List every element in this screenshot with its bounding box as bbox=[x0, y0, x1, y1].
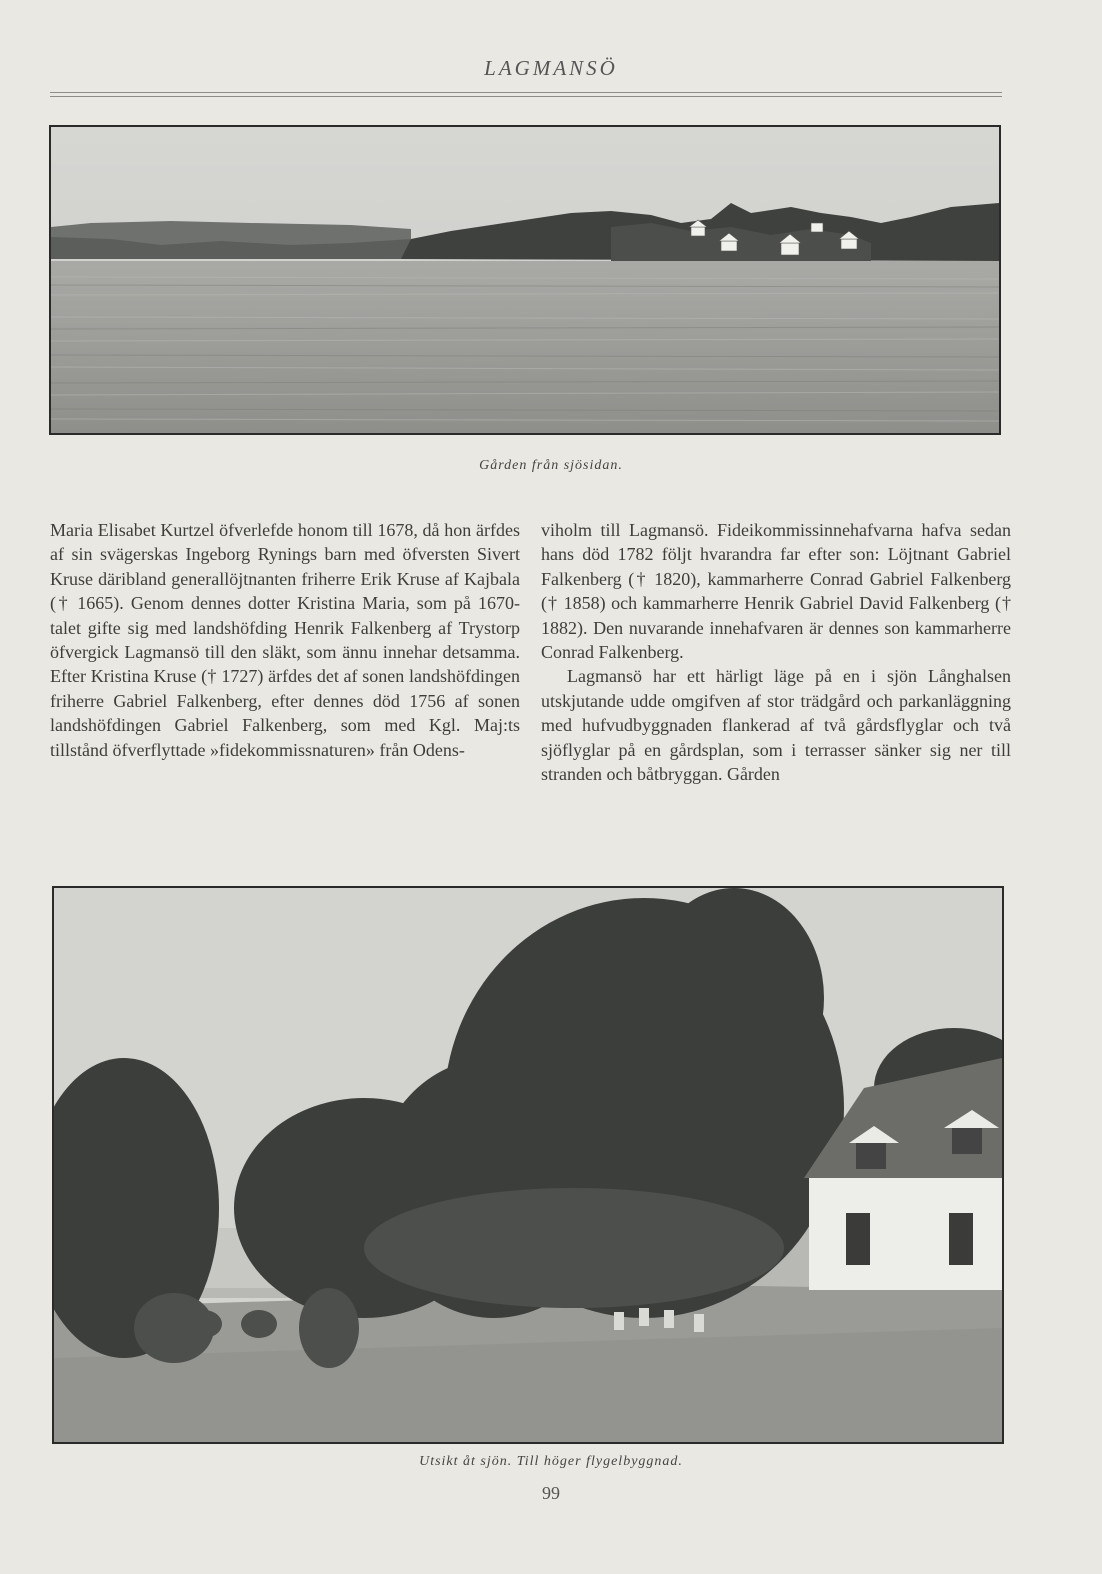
caption-view-to-lake: Utsikt åt sjön. Till höger flygelbyggnad. bbox=[419, 1454, 683, 1469]
page-number: 99 bbox=[542, 1483, 560, 1503]
caption-lake-view: Gården från sjösidan. bbox=[479, 458, 623, 473]
paragraph-left: Maria Elisabet Kurtzel öfverlefde honom till 1678, då hon ärfdes af sin svägerskas Ingeborg Rynings barn med öfversten Sivert Kruse däribland generallöjtnanten friherre Erik Kruse af Kajbala († 1665). Genom dennes dotter Kristina Maria, som på 1670-talet gifte sig med landshöfding Henrik Falkenberg af Trystorp öfvergick Lagmansö till den släkt, som ännu innehar detsamma. Efter Kristina Kruse († 1727) ärfdes det af sonen landshöfdingen friherre Gabriel Falkenberg, efter dennes död 1756 af sonen landshöfdingen Gabriel Falkenberg, som med Kgl. Maj:ts tillstånd öfverflyttade »fidekommissnaturen» från Odens- bbox=[50, 520, 520, 760]
text-column-left bbox=[50, 518, 520, 762]
running-header: LAGMANSÖ bbox=[484, 56, 618, 80]
text-column-right bbox=[541, 518, 1011, 786]
header-rule-bottom bbox=[50, 96, 1002, 97]
header-rule-top bbox=[50, 92, 1002, 93]
photo-lake-view bbox=[49, 125, 1001, 435]
photo-view-to-lake bbox=[52, 886, 1004, 1444]
paragraph-right-1: viholm till Lagmansö. Fideikommissinnehafvarna hafva sedan hans död 1782 följt hvarandra far efter son: Löjtnant Gabriel Falkenberg († 1820), kammarherre Conrad Gabriel Falkenberg († 1858) och kammarherre Henrik Gabriel David Falkenberg († 1882). Den nuvarande innehafvaren är dennes son kammarherre Conrad Falkenberg. bbox=[541, 520, 1011, 663]
paragraph-right-2: Lagmansö har ett härligt läge på en i sjön Långhalsen utskjutande udde omgifven af stor trädgård och parkanläggning med hufvudbyggnaden flankerad af två gårdsflyglar och två sjöflyglar på en gårdsplan, som i terrasser sänker sig ner till stranden och båtbryggan. Gården bbox=[541, 666, 1011, 785]
